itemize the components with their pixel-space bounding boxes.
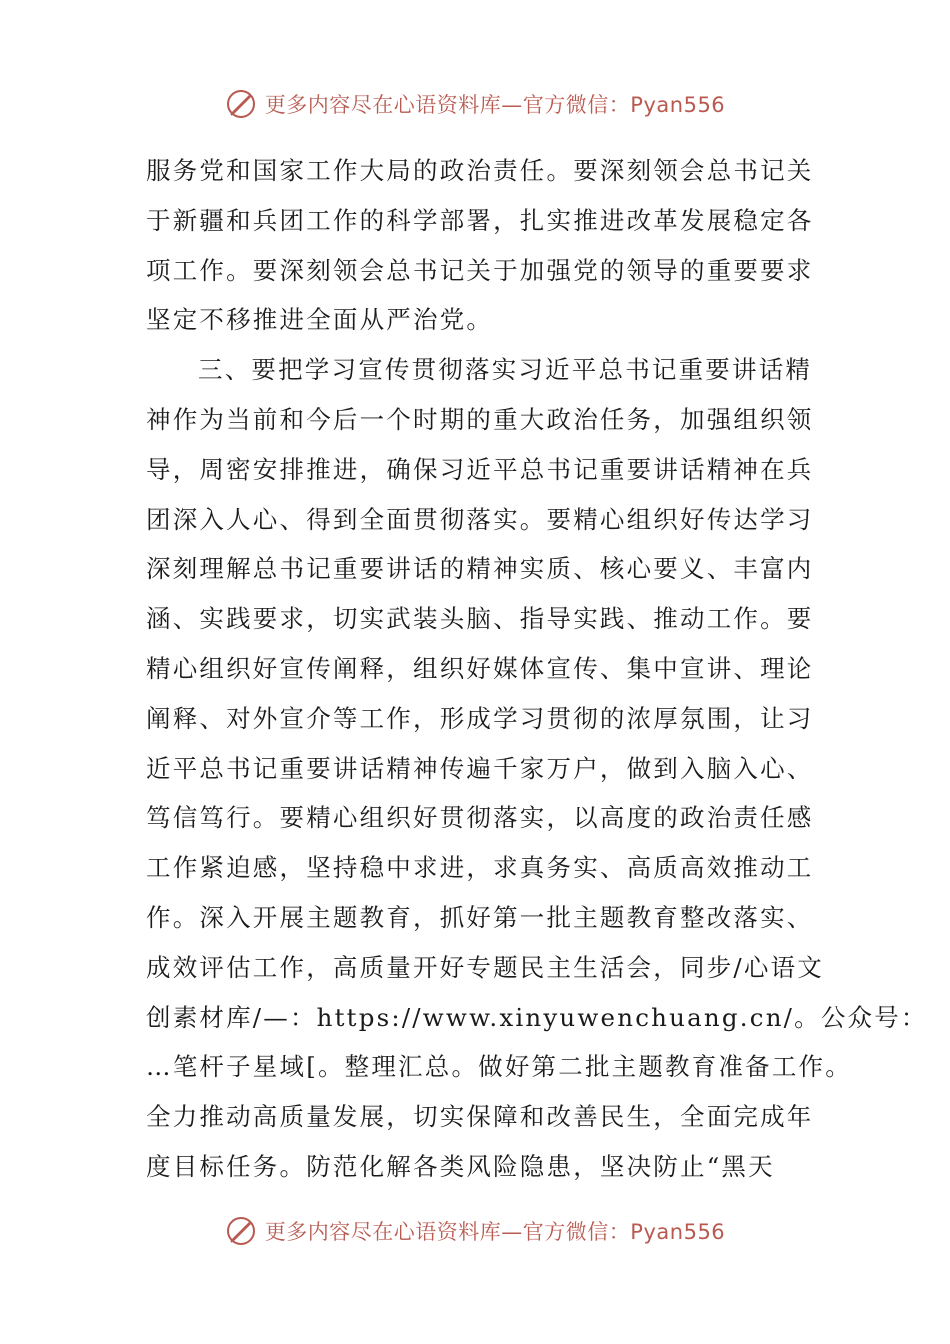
- text-line: 深刻理解总书记重要讲话的精神实质、核心要义、丰富内: [146, 554, 814, 584]
- text-line: 成效评估工作，高质量开好专题民主生活会，同步/心语文: [146, 952, 824, 982]
- text-line: 团深入人心、得到全面贯彻落实。要精心组织好传达学习: [146, 504, 814, 534]
- text-line: 阐释、对外宣介等工作，形成学习贯彻的浓厚氛围，让习: [146, 703, 814, 733]
- text-line: 工作紧迫感，坚持稳中求进，求真务实、高质高效推动工: [146, 853, 814, 883]
- quill-pen-logo-icon: [225, 88, 257, 120]
- footer-banner: [0, 1211, 950, 1251]
- text-line: 度目标任务。防范化解各类风险隐患，坚决防止“黑天: [146, 1151, 775, 1181]
- text-line: 精心组织好宣传阐释，组织好媒体宣传、集中宣讲、理论: [146, 653, 814, 683]
- text-line: 作。深入开展主题教育，抓好第一批主题教育整改落实、: [146, 902, 814, 932]
- text-line: …笔杆子星域[。整理汇总。做好第二批主题教育准备工作。: [146, 1052, 852, 1082]
- text-line: 全力推动高质量发展，切实保障和改善民生，全面完成年: [146, 1102, 814, 1132]
- text-line: 项工作。要深刻领会总书记关于加强党的领导的重要要求: [146, 255, 814, 285]
- header-banner: [0, 84, 950, 124]
- quill-pen-logo-icon: [225, 1215, 257, 1247]
- text-line: 创素材库/—：https://www.xinyuwenchuang.cn/。公众号：: [146, 1002, 928, 1032]
- text-line: 于新疆和兵团工作的科学部署，扎实推进改革发展稳定各: [146, 205, 814, 235]
- text-line: 笃信笃行。要精心组织好贯彻落实，以高度的政治责任感: [146, 803, 814, 833]
- text-line: 三、要把学习宣传贯彻落实习近平总书记重要讲话精: [198, 355, 813, 385]
- text-line: 神作为当前和今后一个时期的重大政治任务，加强组织领: [146, 404, 814, 434]
- header-banner-text: 更多内容尽在心语资料库—官方微信：Pyan556: [264, 93, 726, 117]
- text-line: 导，周密安排推进，确保习近平总书记重要讲话精神在兵: [146, 454, 814, 484]
- text-line: 近平总书记重要讲话精神传遍千家万户，做到入脑入心、: [146, 753, 814, 783]
- text-line: 服务党和国家工作大局的政治责任。要深刻领会总书记关: [146, 156, 814, 185]
- document-body: [146, 146, 928, 1192]
- footer-banner-text: 更多内容尽在心语资料库—官方微信：Pyan556: [264, 1220, 726, 1244]
- text-line: 涵、实践要求，切实武装头脑、指导实践、推动工作。要: [146, 604, 814, 634]
- text-line: 坚定不移推进全面从严治党。: [146, 305, 494, 335]
